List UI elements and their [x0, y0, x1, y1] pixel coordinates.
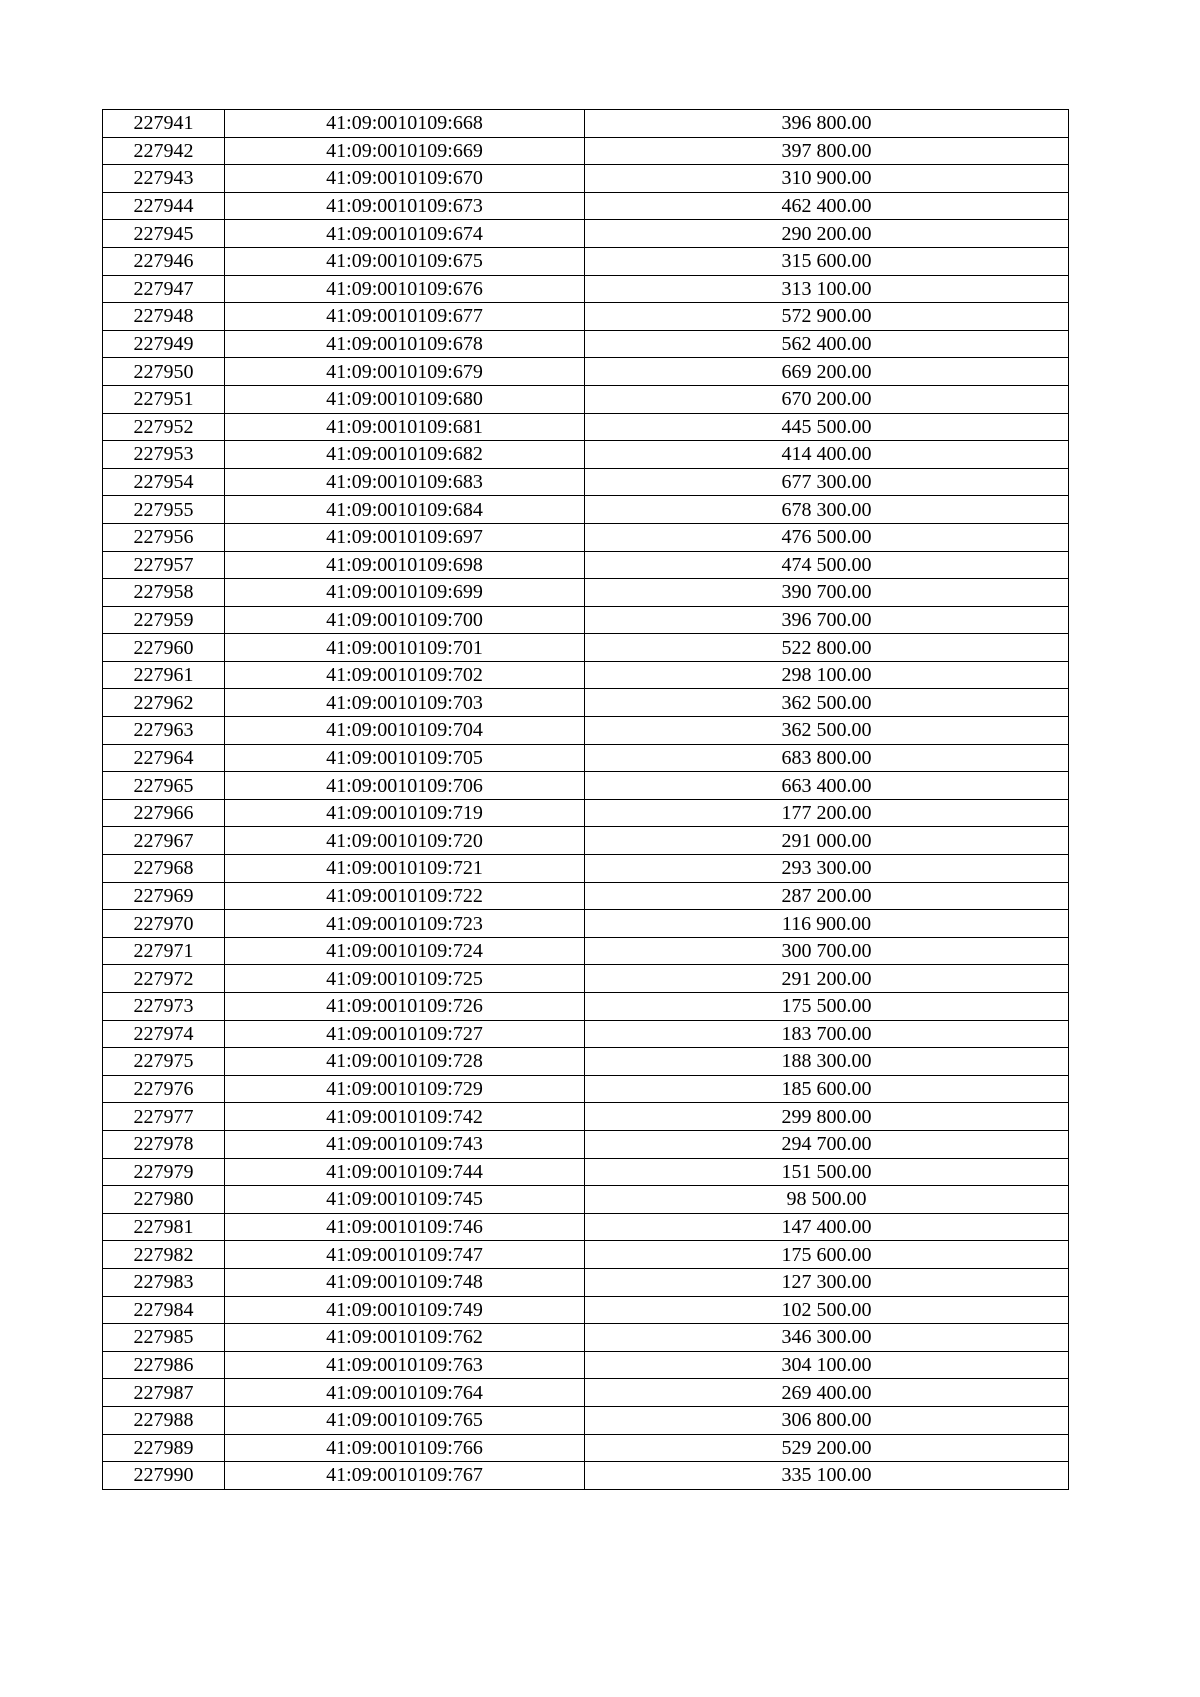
table-row — [103, 1268, 1069, 1296]
cadastral-value-cell: 269 400.00 — [585, 1379, 1069, 1407]
cadastral-number-cell: 41:09:0010109:701 — [225, 634, 585, 662]
cadastral-number-cell: 41:09:0010109:706 — [225, 772, 585, 800]
row-number-cell: 227952 — [103, 413, 225, 441]
table-row — [103, 1462, 1069, 1490]
table-row — [103, 717, 1069, 745]
cadastral-value-cell: 290 200.00 — [585, 220, 1069, 248]
cadastral-value-cell: 396 800.00 — [585, 110, 1069, 138]
cadastral-number-cell: 41:09:0010109:743 — [225, 1130, 585, 1158]
cadastral-number-cell: 41:09:0010109:726 — [225, 993, 585, 1021]
row-number-cell: 227972 — [103, 965, 225, 993]
cadastral-number-cell: 41:09:0010109:678 — [225, 330, 585, 358]
row-number-cell: 227948 — [103, 303, 225, 331]
table-row — [103, 1075, 1069, 1103]
cadastral-number-cell: 41:09:0010109:744 — [225, 1158, 585, 1186]
cadastral-value-cell: 562 400.00 — [585, 330, 1069, 358]
cadastral-value-cell: 177 200.00 — [585, 799, 1069, 827]
cadastral-number-cell: 41:09:0010109:680 — [225, 385, 585, 413]
cadastral-number-cell: 41:09:0010109:684 — [225, 496, 585, 524]
cadastral-number-cell: 41:09:0010109:765 — [225, 1406, 585, 1434]
cadastral-number-cell: 41:09:0010109:742 — [225, 1103, 585, 1131]
cadastral-value-cell: 670 200.00 — [585, 385, 1069, 413]
cadastral-value-cell: 299 800.00 — [585, 1103, 1069, 1131]
cadastral-value-cell: 293 300.00 — [585, 855, 1069, 883]
table-row — [103, 441, 1069, 469]
cadastral-value-cell: 147 400.00 — [585, 1213, 1069, 1241]
cadastral-number-cell: 41:09:0010109:677 — [225, 303, 585, 331]
row-number-cell: 227988 — [103, 1406, 225, 1434]
row-number-cell: 227962 — [103, 689, 225, 717]
table-row — [103, 192, 1069, 220]
cadastral-number-cell: 41:09:0010109:679 — [225, 358, 585, 386]
cadastral-value-table — [102, 109, 1069, 1490]
row-number-cell: 227989 — [103, 1434, 225, 1462]
table-row — [103, 1379, 1069, 1407]
table-row — [103, 1048, 1069, 1076]
table-row — [103, 799, 1069, 827]
cadastral-number-cell: 41:09:0010109:720 — [225, 827, 585, 855]
table-row — [103, 275, 1069, 303]
cadastral-value-cell: 414 400.00 — [585, 441, 1069, 469]
cadastral-value-cell: 390 700.00 — [585, 579, 1069, 607]
table-row — [103, 882, 1069, 910]
table-row — [103, 1351, 1069, 1379]
row-number-cell: 227970 — [103, 910, 225, 938]
cadastral-number-cell: 41:09:0010109:748 — [225, 1268, 585, 1296]
row-number-cell: 227974 — [103, 1020, 225, 1048]
table-body — [103, 110, 1069, 1490]
cadastral-number-cell: 41:09:0010109:683 — [225, 468, 585, 496]
cadastral-value-cell: 315 600.00 — [585, 247, 1069, 275]
row-number-cell: 227982 — [103, 1241, 225, 1269]
cadastral-number-cell: 41:09:0010109:727 — [225, 1020, 585, 1048]
row-number-cell: 227979 — [103, 1158, 225, 1186]
table-row — [103, 827, 1069, 855]
cadastral-number-cell: 41:09:0010109:700 — [225, 606, 585, 634]
cadastral-value-cell: 678 300.00 — [585, 496, 1069, 524]
row-number-cell: 227984 — [103, 1296, 225, 1324]
row-number-cell: 227945 — [103, 220, 225, 248]
cadastral-number-cell: 41:09:0010109:762 — [225, 1324, 585, 1352]
cadastral-value-cell: 306 800.00 — [585, 1406, 1069, 1434]
cadastral-value-cell: 462 400.00 — [585, 192, 1069, 220]
row-number-cell: 227985 — [103, 1324, 225, 1352]
cadastral-number-cell: 41:09:0010109:763 — [225, 1351, 585, 1379]
table-row — [103, 1406, 1069, 1434]
row-number-cell: 227971 — [103, 937, 225, 965]
cadastral-number-cell: 41:09:0010109:681 — [225, 413, 585, 441]
cadastral-value-cell: 313 100.00 — [585, 275, 1069, 303]
cadastral-number-cell: 41:09:0010109:725 — [225, 965, 585, 993]
row-number-cell: 227975 — [103, 1048, 225, 1076]
cadastral-value-cell: 310 900.00 — [585, 165, 1069, 193]
cadastral-number-cell: 41:09:0010109:749 — [225, 1296, 585, 1324]
cadastral-value-cell: 185 600.00 — [585, 1075, 1069, 1103]
cadastral-value-cell: 663 400.00 — [585, 772, 1069, 800]
row-number-cell: 227983 — [103, 1268, 225, 1296]
cadastral-value-cell: 396 700.00 — [585, 606, 1069, 634]
row-number-cell: 227973 — [103, 993, 225, 1021]
cadastral-number-cell: 41:09:0010109:723 — [225, 910, 585, 938]
cadastral-value-cell: 183 700.00 — [585, 1020, 1069, 1048]
cadastral-value-cell: 287 200.00 — [585, 882, 1069, 910]
table-row — [103, 1324, 1069, 1352]
row-number-cell: 227950 — [103, 358, 225, 386]
table-row — [103, 1296, 1069, 1324]
cadastral-number-cell: 41:09:0010109:728 — [225, 1048, 585, 1076]
cadastral-number-cell: 41:09:0010109:719 — [225, 799, 585, 827]
row-number-cell: 227959 — [103, 606, 225, 634]
cadastral-value-cell: 300 700.00 — [585, 937, 1069, 965]
table-row — [103, 358, 1069, 386]
row-number-cell: 227977 — [103, 1103, 225, 1131]
row-number-cell: 227944 — [103, 192, 225, 220]
cadastral-number-cell: 41:09:0010109:721 — [225, 855, 585, 883]
cadastral-number-cell: 41:09:0010109:724 — [225, 937, 585, 965]
row-number-cell: 227967 — [103, 827, 225, 855]
table-row — [103, 1186, 1069, 1214]
cadastral-number-cell: 41:09:0010109:747 — [225, 1241, 585, 1269]
cadastral-value-cell: 127 300.00 — [585, 1268, 1069, 1296]
cadastral-value-cell: 102 500.00 — [585, 1296, 1069, 1324]
table-row — [103, 855, 1069, 883]
cadastral-number-cell: 41:09:0010109:675 — [225, 247, 585, 275]
cadastral-value-cell: 572 900.00 — [585, 303, 1069, 331]
cadastral-number-cell: 41:09:0010109:676 — [225, 275, 585, 303]
cadastral-value-cell: 298 100.00 — [585, 661, 1069, 689]
table-row — [103, 165, 1069, 193]
cadastral-number-cell: 41:09:0010109:674 — [225, 220, 585, 248]
row-number-cell: 227953 — [103, 441, 225, 469]
row-number-cell: 227957 — [103, 551, 225, 579]
cadastral-number-cell: 41:09:0010109:697 — [225, 523, 585, 551]
row-number-cell: 227954 — [103, 468, 225, 496]
cadastral-value-cell: 474 500.00 — [585, 551, 1069, 579]
table-row — [103, 496, 1069, 524]
cadastral-value-cell: 175 500.00 — [585, 993, 1069, 1021]
cadastral-value-cell: 362 500.00 — [585, 717, 1069, 745]
cadastral-number-cell: 41:09:0010109:669 — [225, 137, 585, 165]
table-row — [103, 1130, 1069, 1158]
row-number-cell: 227980 — [103, 1186, 225, 1214]
row-number-cell: 227947 — [103, 275, 225, 303]
cadastral-number-cell: 41:09:0010109:670 — [225, 165, 585, 193]
row-number-cell: 227990 — [103, 1462, 225, 1490]
table-row — [103, 551, 1069, 579]
cadastral-value-cell: 346 300.00 — [585, 1324, 1069, 1352]
row-number-cell: 227941 — [103, 110, 225, 138]
cadastral-value-cell: 294 700.00 — [585, 1130, 1069, 1158]
cadastral-value-cell: 362 500.00 — [585, 689, 1069, 717]
table-row — [103, 330, 1069, 358]
row-number-cell: 227961 — [103, 661, 225, 689]
cadastral-value-cell: 291 000.00 — [585, 827, 1069, 855]
table-row — [103, 579, 1069, 607]
table-row — [103, 110, 1069, 138]
table-row — [103, 220, 1069, 248]
row-number-cell: 227986 — [103, 1351, 225, 1379]
cadastral-number-cell: 41:09:0010109:682 — [225, 441, 585, 469]
table-row — [103, 1103, 1069, 1131]
table-row — [103, 413, 1069, 441]
row-number-cell: 227966 — [103, 799, 225, 827]
cadastral-number-cell: 41:09:0010109:673 — [225, 192, 585, 220]
table-row — [103, 937, 1069, 965]
cadastral-value-cell: 291 200.00 — [585, 965, 1069, 993]
table-row — [103, 1158, 1069, 1186]
table-row — [103, 965, 1069, 993]
cadastral-number-cell: 41:09:0010109:705 — [225, 744, 585, 772]
row-number-cell: 227987 — [103, 1379, 225, 1407]
row-number-cell: 227943 — [103, 165, 225, 193]
cadastral-number-cell: 41:09:0010109:745 — [225, 1186, 585, 1214]
row-number-cell: 227964 — [103, 744, 225, 772]
cadastral-value-cell: 522 800.00 — [585, 634, 1069, 662]
cadastral-number-cell: 41:09:0010109:698 — [225, 551, 585, 579]
row-number-cell: 227958 — [103, 579, 225, 607]
cadastral-number-cell: 41:09:0010109:704 — [225, 717, 585, 745]
cadastral-number-cell: 41:09:0010109:766 — [225, 1434, 585, 1462]
cadastral-value-cell: 98 500.00 — [585, 1186, 1069, 1214]
table-row — [103, 661, 1069, 689]
table-row — [103, 1241, 1069, 1269]
table-row — [103, 1213, 1069, 1241]
cadastral-number-cell: 41:09:0010109:699 — [225, 579, 585, 607]
cadastral-value-cell: 397 800.00 — [585, 137, 1069, 165]
cadastral-value-cell: 335 100.00 — [585, 1462, 1069, 1490]
cadastral-value-cell: 175 600.00 — [585, 1241, 1069, 1269]
table-row — [103, 634, 1069, 662]
table-row — [103, 689, 1069, 717]
cadastral-value-cell: 476 500.00 — [585, 523, 1069, 551]
cadastral-value-cell: 683 800.00 — [585, 744, 1069, 772]
cadastral-number-cell: 41:09:0010109:668 — [225, 110, 585, 138]
table-row — [103, 247, 1069, 275]
table-row — [103, 744, 1069, 772]
cadastral-value-cell: 669 200.00 — [585, 358, 1069, 386]
table-row — [103, 993, 1069, 1021]
row-number-cell: 227951 — [103, 385, 225, 413]
cadastral-number-cell: 41:09:0010109:703 — [225, 689, 585, 717]
table-row — [103, 137, 1069, 165]
cadastral-number-cell: 41:09:0010109:767 — [225, 1462, 585, 1490]
cadastral-value-cell: 116 900.00 — [585, 910, 1069, 938]
cadastral-number-cell: 41:09:0010109:729 — [225, 1075, 585, 1103]
table-row — [103, 606, 1069, 634]
table-row — [103, 1434, 1069, 1462]
row-number-cell: 227955 — [103, 496, 225, 524]
cadastral-value-cell: 677 300.00 — [585, 468, 1069, 496]
row-number-cell: 227965 — [103, 772, 225, 800]
table-row — [103, 303, 1069, 331]
table-row — [103, 385, 1069, 413]
table-row — [103, 772, 1069, 800]
row-number-cell: 227946 — [103, 247, 225, 275]
cadastral-value-cell: 304 100.00 — [585, 1351, 1069, 1379]
cadastral-value-cell: 151 500.00 — [585, 1158, 1069, 1186]
row-number-cell: 227976 — [103, 1075, 225, 1103]
table-row — [103, 523, 1069, 551]
row-number-cell: 227981 — [103, 1213, 225, 1241]
row-number-cell: 227949 — [103, 330, 225, 358]
row-number-cell: 227960 — [103, 634, 225, 662]
cadastral-value-cell: 188 300.00 — [585, 1048, 1069, 1076]
row-number-cell: 227969 — [103, 882, 225, 910]
cadastral-number-cell: 41:09:0010109:702 — [225, 661, 585, 689]
row-number-cell: 227942 — [103, 137, 225, 165]
row-number-cell: 227968 — [103, 855, 225, 883]
row-number-cell: 227963 — [103, 717, 225, 745]
cadastral-number-cell: 41:09:0010109:722 — [225, 882, 585, 910]
table-row — [103, 1020, 1069, 1048]
table-row — [103, 468, 1069, 496]
row-number-cell: 227978 — [103, 1130, 225, 1158]
cadastral-number-cell: 41:09:0010109:764 — [225, 1379, 585, 1407]
cadastral-value-cell: 445 500.00 — [585, 413, 1069, 441]
table-row — [103, 910, 1069, 938]
cadastral-value-cell: 529 200.00 — [585, 1434, 1069, 1462]
cadastral-number-cell: 41:09:0010109:746 — [225, 1213, 585, 1241]
row-number-cell: 227956 — [103, 523, 225, 551]
